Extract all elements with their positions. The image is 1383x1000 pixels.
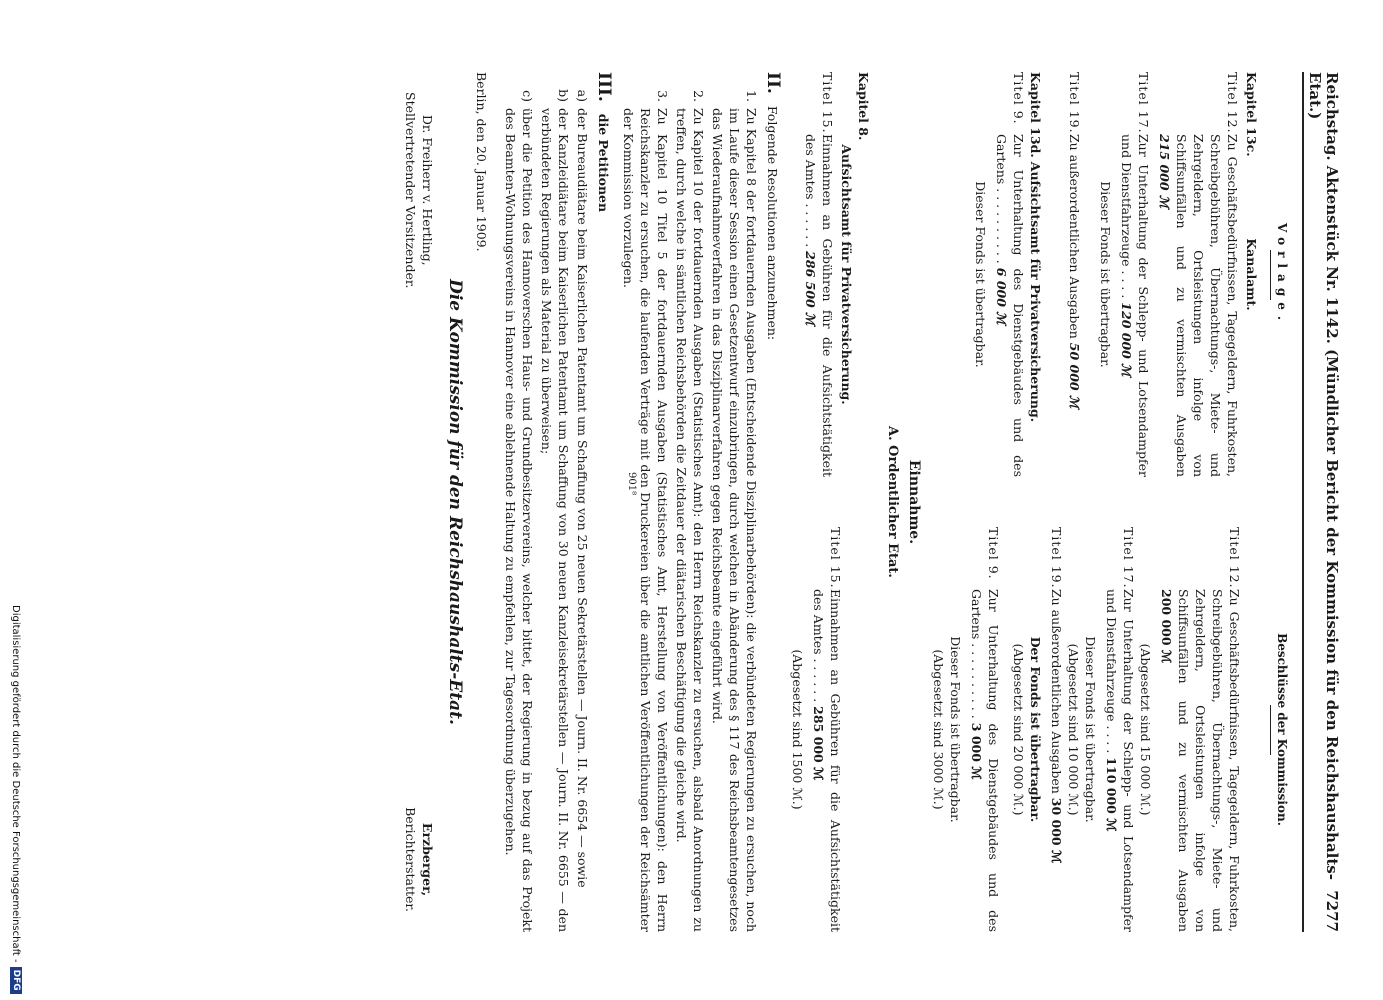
reporter-signature [402,807,436,912]
titel-15-label: Titel 15. [820,72,835,134]
resolution-item: 3. Zu Kapitel 10 Titel 5 der fortdauernden Ausgaben (Statistisches Amt, Herstellung von Veröffentlichungen): den Herrn Reichskanzler zu ersuchen, die laufenden Verträge mit den Druckereien über die amtlichen Veröffentlichungen der Reichsämter der Kommission vorzulegen. [621,90,670,932]
resolution-item: 2. Zu Kapitel 10 der fortdauernden Ausgaben (Statistisches Amt): den Herrn Reichskanzler zu ersuchen, alsbald Anordnungen zu treffen, durch welche in sämtlichen Reichsbehörden die Zeitdauer der diätarischen Beschäftigung die gleiche wird. [674,90,706,932]
titel-17-amount: 120 000 ℳ [1119,302,1134,377]
kapitel-8-heading: Kapitel 8. [856,72,871,141]
titel-17-label: Titel 17. [1136,72,1151,134]
two-column-layout [930,72,1296,932]
kapitel-13d-amt: Aufsichtsamt für Privatversicherung. [1028,161,1043,423]
titel-12-text: Zu Geschäftsbedürfnissen, Tagegeldern, Fuhrkosten, Schreibgebühren, Übernachtungs-, Miete- und Zehrgeldern, Ortsleistungen infolge von Schiffsunfällen und zu vermischten Ausgaben 215 000 ℳ [1157,134,1240,477]
beschluesse-heading: Beschlüsse der Kommission. [1275,633,1289,826]
titel-17-label: Titel 17. [1121,527,1136,589]
petition-item: c) über die Petition des Hannoverschen Haus- und Grundbesitzervereins, welcher bittet, der Regierung in bezug auf das Projekt des Beamten-Wohnungsvereins in Hannover eine ablehnende Haltung zu empfehlen, zur Tagesordnung überzugehen. [503,90,535,932]
titel-19-amount: 50 000 ℳ [1067,342,1082,409]
titel-19-text: Zu außerordentlichen Ausgaben 30 000 ℳ [1049,589,1064,864]
reporter-role: Berichterstatter. [403,807,418,912]
kapitel-8-amt: Aufsichtsamt für Privatversicherung. [839,144,854,405]
heading-rule [1270,705,1271,755]
digitization-credit [10,605,22,994]
beschluesse-column [930,527,1296,932]
vorlage-column [930,72,1296,477]
titel-12-amount: 200 000 ℳ [1159,589,1174,664]
titel-15-entry [810,527,844,932]
titel-19-label: Titel 19. [1049,527,1064,589]
petitions-roman: III. [594,72,614,102]
reporter-name: Erzberger, [420,822,435,897]
petition-item: a) der Bureaudiätare beim Kaiserlichen Patentamt um Schaffung von 25 neuen Sekretärstellen — Journ. II. Nr. 6654 — sowie [575,89,590,888]
titel-19-entry [1066,72,1083,477]
titel-9-note: Dieser Fonds ist übertragbar. [973,181,988,368]
einnahme-heading: Einnahme. [906,459,922,545]
resolutions-section [620,72,781,932]
einnahme-beschluesse [789,527,878,932]
titel-17-note: Dieser Fonds ist übertragbar. [1098,181,1113,368]
header-title: Reichstag. Aktenstück Nr. 1142. (Mündlicher Bericht der Kommission für den Reichshaushalts-Etat.) [1306,72,1341,880]
credit-text: Digitalisierung gefördert durch die Deutsche Forschungsgemeinschaft - [10,605,22,963]
titel-15-amount: 285 000 ℳ [811,706,826,781]
titel-9-entry [968,527,1002,932]
titel-19-text: Zu außerordentlichen Ausgaben 50 000 ℳ [1067,134,1082,409]
titel-17-text: Zur Unterhaltung der Schlepp- und Lotsendampfer und Dienstfahrzeuge . . . . 120 000 ℳ [1119,134,1151,477]
chair-role: Stellvertretender Vorsitzender. [403,92,418,289]
einnahme-vorlage [789,72,878,477]
date-line: Berlin, den 20. Januar 1909. [474,72,489,252]
page-header [1302,72,1340,932]
titel-17-amount: 110 000 ℳ [1104,757,1119,832]
titel-15-note: (Abgesetzt sind 1500 ℳ.) [790,649,805,810]
titel-12-amount: 215 000 ℳ [1157,134,1172,209]
petitions-section [502,72,612,932]
titel-15-amount: 286 500 ℳ [803,251,818,326]
kapitel-13d-heading: Kapitel 13d. [1028,72,1043,158]
resolutions-intro: II. Folgende Resolutionen anzunehmen: [763,72,783,341]
titel-17-text: Zur Unterhaltung der Schlepp- und Lotsendampfer und Dienstfahrzeuge . . . . 110 000 ℳ [1104,589,1136,932]
titel-9-amount: 3 000 ℳ [969,722,984,780]
titel-19-label: Titel 19. [1067,72,1082,134]
titel-9-text: Zur Unterhaltung des Dienstgebäudes und des Gartens . . . . . . . . . . 6 000 ℳ [994,134,1026,477]
heading-rule [1270,250,1271,300]
commission-title: Die Kommission für den Reichshaushalts-Etat. [445,279,465,725]
titel-19-amount: 30 000 ℳ [1049,797,1064,864]
titel-17-entry [1118,72,1152,477]
titel-15-label: Titel 15. [828,527,843,589]
titel-15-text: Einnahmen an Gebühren für die Aufsichtstätigkeit des Amtes . . . . . . 285 000 ℳ [811,589,843,932]
titel-12-entry [1156,72,1241,477]
titel-12-note: (Abgesetzt sind 15 000 ℳ.) [1138,643,1153,816]
einnahme-columns [789,72,878,932]
titel-17-entry [1103,527,1137,932]
titel-15-text: Einnahmen an Gebühren für die Aufsichtstätigkeit des Amtes . . . . . . 286 500 ℳ [803,134,835,477]
petitions-intro: III. die Petitionen [594,72,614,213]
document-page [10,72,1340,932]
titel-12-entry [1158,527,1243,932]
titel-9-label: Titel 9. [986,527,1001,580]
resolutions-roman: II. [763,72,783,94]
titel-19-entry [1048,527,1065,932]
kapitel-13d-block [1027,72,1044,477]
petition-item: b) der Kanzleidiätare beim Kaiserlichen Patentamt um Schaffung von 30 neuen Kanzleisekretärstellen — Journ. II. Nr. 6655 — den verbündeten Regierungen als Material zu überweisen; [539,89,571,932]
chair-signature [402,92,436,288]
titel-15-entry [802,72,836,477]
titel-12-text: Zu Geschäftsbedürfnissen, Tagegeldern, Fuhrkosten, Schreibgebühren, Übernachtungs-, Miete- und Zehrgeldern, Ortsleistungen infolge von Schiffsunfällen und zu vermischten Ausgaben 200 000 ℳ [1159,589,1242,932]
kanalamt-heading: Kanalamt. [1244,238,1259,311]
kapitel-13c-heading: Kapitel 13c. [1244,72,1259,157]
titel-17-note-2: (Abgesetzt sind 10 000 ℳ.) [1066,643,1081,816]
vorlage-heading: Vorlage. [1275,222,1289,327]
signatures [402,72,436,932]
titel-9-amount: 6 000 ℳ [994,267,1009,325]
chair-name: Dr. Freiherr v. Hertling, [420,114,435,266]
titel-19-note: Der Fonds ist übertragbar. [1028,636,1043,823]
resolution-item: 1. Zu Kapitel 8 der fortdauernden Ausgaben (Entscheidende Disziplinarbehörden): die verbündeten Regierungen zu ersuchen, noch im Laufe dieser Session einen Gesetzentwurf einzubringen, durch welchen in Abänderung des § 117 des Reichsbeamtengesetzes das Wiederaufnahmeverfahren in das Disziplinarverfahren gegen Reichsbeamte eingeführt wird. [710,90,759,932]
titel-17-note: Dieser Fonds ist übertragbar. [1083,636,1098,823]
ordentlicher-etat-heading: A. Ordentlicher Etat. [885,426,900,578]
titel-9-label: Titel 9. [1011,72,1026,125]
titel-9-note: Dieser Fonds ist übertragbar. [948,636,963,823]
titel-9-entry [993,72,1027,477]
page-number: 7277 [1323,890,1341,932]
titel-9-text: Zur Unterhaltung des Dienstgebäudes und des Gartens . . . . . . . . . . 3 000 ℳ [969,589,1001,932]
titel-12-label: Titel 12. [1227,527,1242,589]
printer-mark: 901⁸ [626,472,637,496]
dfg-logo-icon: DFG [10,967,22,994]
titel-9-note-2: (Abgesetzt sind 3000 ℳ.) [931,649,946,810]
titel-19-note-2: (Abgesetzt sind 20 000 ℳ.) [1011,643,1026,816]
titel-12-label: Titel 12. [1225,72,1240,134]
